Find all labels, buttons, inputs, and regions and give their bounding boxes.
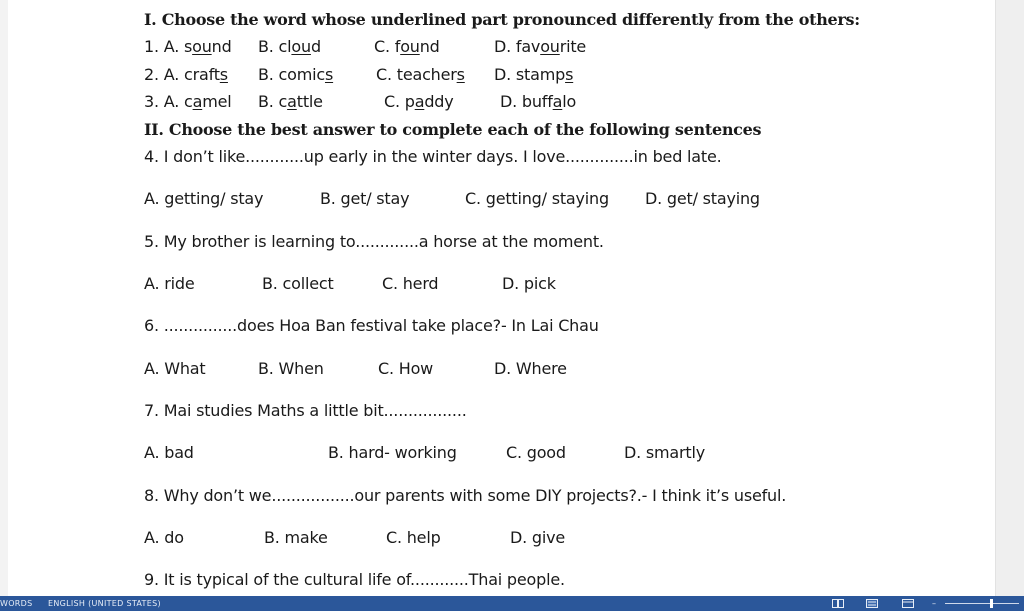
- question-6: 6. ...............does Hoa Ban festival take place?- In Lai Chau: [144, 316, 599, 335]
- option-text: nd: [419, 37, 440, 56]
- zoom-out-icon[interactable]: –: [932, 599, 937, 608]
- q6-option-a: A. What: [144, 359, 206, 378]
- q8-option-b: B. make: [264, 528, 328, 547]
- q8-option-d: D. give: [510, 528, 566, 547]
- option-text: 3. A. c: [144, 92, 193, 111]
- option-text: B. comic: [258, 65, 325, 84]
- read-mode-icon[interactable]: [832, 599, 844, 608]
- q4-option-b: B. get/ stay: [320, 189, 410, 208]
- q7-option-d: D. smartly: [624, 443, 705, 462]
- question-8: 8. Why don’t we.................our parents with some DIY projects?.- I think it’s useful.: [144, 486, 787, 505]
- option-text: D. buff: [500, 92, 553, 111]
- q1-option-a: [144, 37, 232, 57]
- option-text: 1. A. s: [144, 37, 193, 56]
- underlined-part: s: [219, 65, 228, 84]
- q7-option-a: A. bad: [144, 443, 194, 462]
- zoom-slider-handle[interactable]: [990, 599, 993, 608]
- question-7: 7. Mai studies Maths a little bit.................: [144, 401, 467, 420]
- q3-option-a: [144, 92, 231, 112]
- underlined-part: a: [414, 92, 425, 111]
- underlined-part: s: [324, 65, 334, 84]
- q1-option-d: [494, 37, 586, 57]
- underlined-part: ou: [540, 37, 560, 56]
- underlined-part: ou: [192, 37, 212, 56]
- q7-option-b: B. hard- working: [328, 443, 457, 462]
- q2-option-b: [258, 65, 333, 85]
- q7-option-c: C. good: [506, 443, 566, 462]
- underlined-part: s: [565, 65, 574, 84]
- q5-option-a: A. ride: [144, 274, 195, 293]
- q2-option-d: [494, 65, 573, 85]
- q4-option-c: C. getting/ staying: [465, 189, 609, 208]
- q5-option-c: C. herd: [382, 274, 439, 293]
- q5-option-d: D. pick: [502, 274, 556, 293]
- document-page: [8, 0, 996, 596]
- status-bar: [0, 596, 1024, 611]
- underlined-part: ou: [291, 37, 311, 56]
- language-indicator[interactable]: ENGLISH (UNITED STATES): [48, 599, 161, 608]
- q6-option-d: D. Where: [494, 359, 567, 378]
- q8-option-a: A. do: [144, 528, 184, 547]
- option-text: D. stamp: [494, 65, 566, 84]
- zoom-slider[interactable]: [945, 603, 1019, 604]
- web-layout-icon[interactable]: [902, 599, 914, 608]
- underlined-part: a: [192, 92, 203, 111]
- q3-option-d: [500, 92, 576, 112]
- option-text: C. f: [374, 37, 401, 56]
- print-layout-icon[interactable]: [866, 599, 878, 608]
- vertical-scrollbar[interactable]: [995, 0, 1024, 596]
- option-text: d: [310, 37, 321, 56]
- option-text: C. teacher: [376, 65, 457, 84]
- q8-option-c: C. help: [386, 528, 441, 547]
- underlined-part: s: [456, 65, 465, 84]
- option-text: nd: [211, 37, 232, 56]
- option-text: 2. A. craft: [144, 65, 220, 84]
- word-count-label[interactable]: WORDS: [0, 599, 33, 608]
- q3-option-c: [384, 92, 454, 112]
- question-9: 9. It is typical of the cultural life of............Thai people.: [144, 570, 565, 589]
- option-text: C. p: [384, 92, 415, 111]
- q1-option-b: [258, 37, 321, 57]
- option-text: D. fav: [494, 37, 541, 56]
- underlined-part: a: [287, 92, 297, 111]
- q2-option-a: [144, 65, 228, 85]
- q1-option-c: [374, 37, 440, 57]
- q5-option-b: B. collect: [262, 274, 334, 293]
- option-text: ttle: [296, 92, 323, 111]
- q6-option-c: C. How: [378, 359, 434, 378]
- option-text: ddy: [424, 92, 454, 111]
- option-text: lo: [562, 92, 577, 111]
- question-5: 5. My brother is learning to.............a horse at the moment.: [144, 232, 604, 251]
- option-text: B. c: [258, 92, 288, 111]
- q6-option-b: B. When: [258, 359, 324, 378]
- section-1-heading: I. Choose the word whose underlined part pronounced differently from the others:: [144, 10, 860, 29]
- option-text: rite: [559, 37, 587, 56]
- option-text: mel: [202, 92, 232, 111]
- q4-option-d: D. get/ staying: [645, 189, 760, 208]
- question-4: 4. I don’t like............up early in the winter days. I love..............in bed late.: [144, 147, 722, 166]
- option-text: B. cl: [258, 37, 292, 56]
- section-2-heading: II. Choose the best answer to complete each of the following sentences: [144, 120, 762, 139]
- underlined-part: ou: [400, 37, 420, 56]
- underlined-part: a: [552, 92, 563, 111]
- q3-option-b: [258, 92, 323, 112]
- q2-option-c: [376, 65, 465, 85]
- q4-option-a: A. getting/ stay: [144, 189, 264, 208]
